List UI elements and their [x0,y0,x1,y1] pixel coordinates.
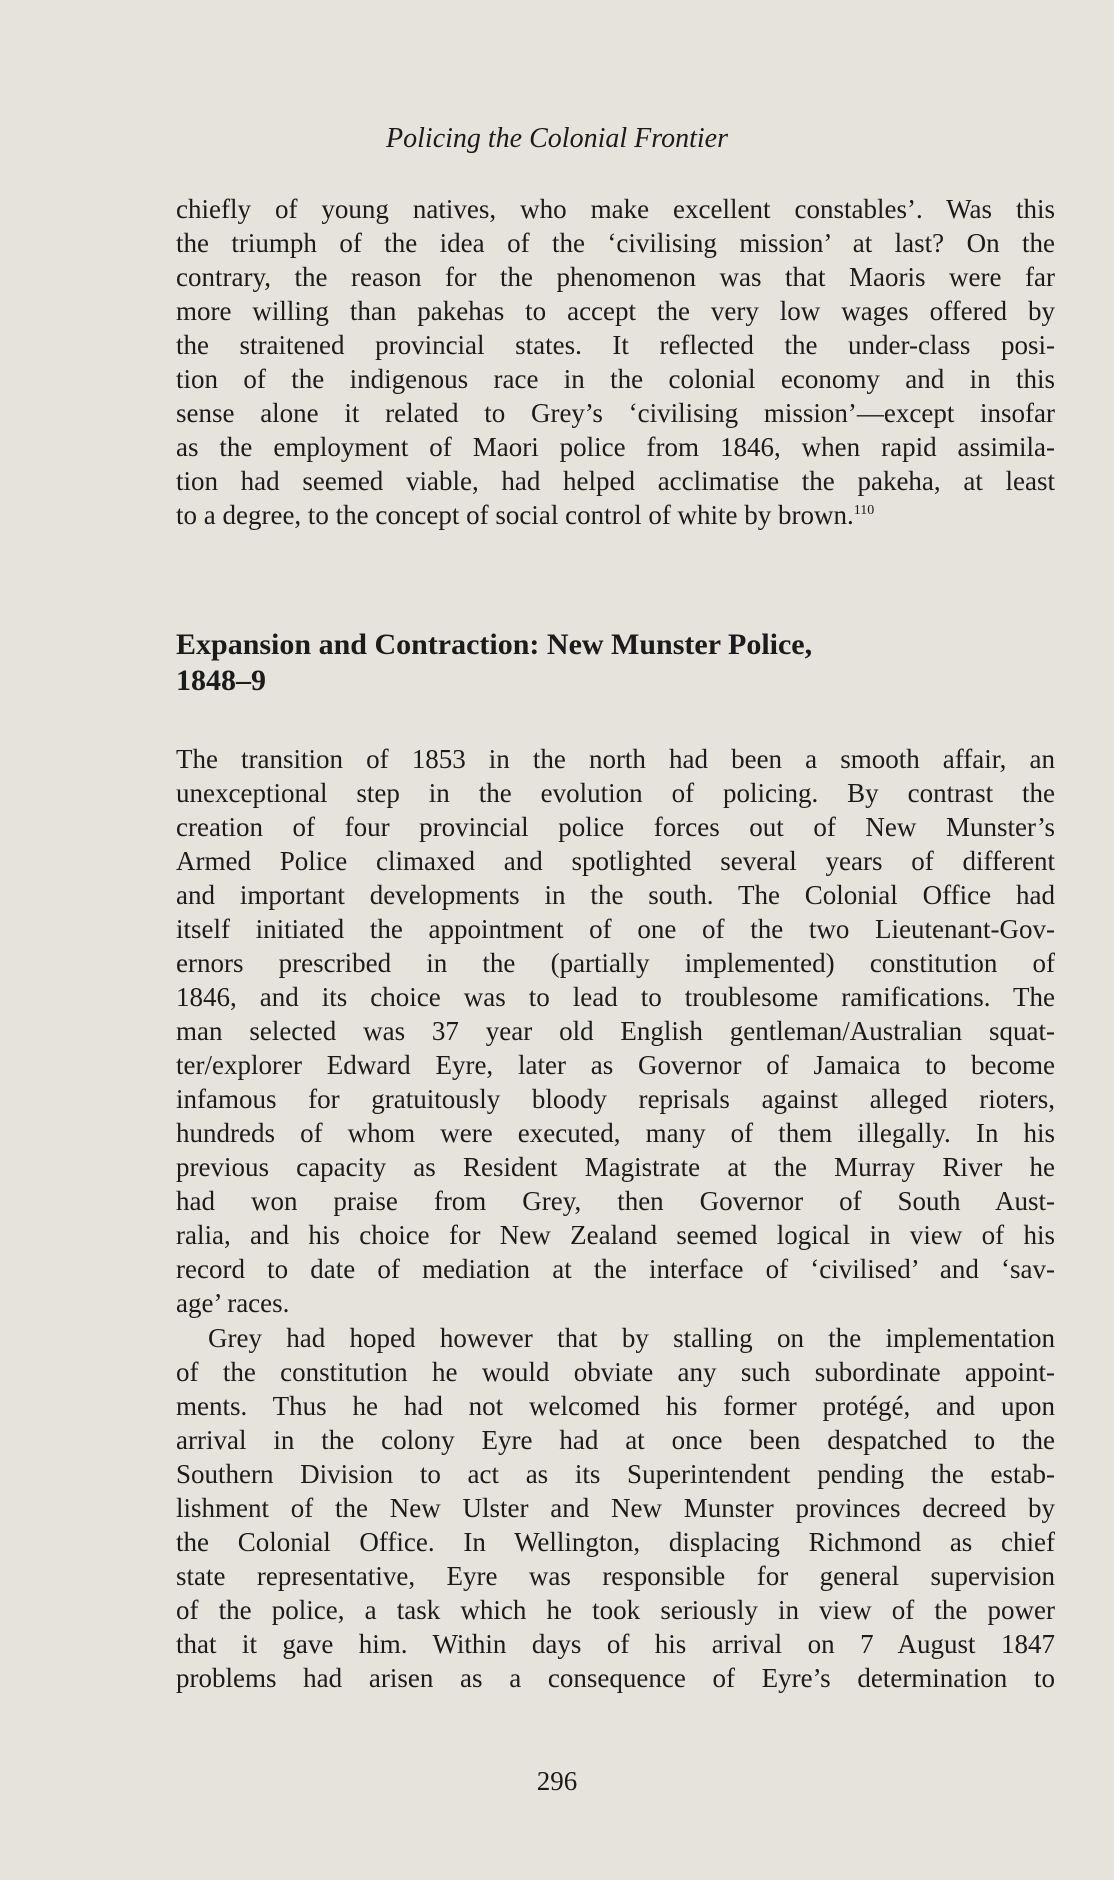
text-line: 1846, and its choice was to lead to troublesome ramifications. The [176,982,1055,1012]
text-line: problems had arisen as a consequence of Eyre’s determination to [176,1663,1055,1693]
text-line: state representative, Eyre was responsible for general supervision [176,1561,1055,1591]
text-line-last [176,498,1055,532]
text-line: unexceptional step in the evolution of policing. By contrast the [176,778,1055,808]
text-line: and important developments in the south. The Colonial Office had [176,880,1055,910]
text-line-content: to a degree, to the concept of social control of white by brown. [176,500,854,530]
text-line: ernors prescribed in the (partially implemented) constitution of [176,948,1055,978]
text-line: that it gave him. Within days of his arrival on 7 August 1847 [176,1629,1055,1659]
text-line: The transition of 1853 in the north had been a smooth affair, an [176,744,1055,774]
text-line: record to date of mediation at the interface of ‘civilised’ and ‘sav- [176,1254,1055,1284]
text-line: had won praise from Grey, then Governor of South Aust- [176,1186,1055,1216]
paragraph-grey [176,1321,1055,1695]
text-line: itself initiated the appointment of one of the two Lieutenant-Gov- [176,914,1055,944]
text-line: contrary, the reason for the phenomenon was that Maoris were far [176,262,1055,292]
text-line: creation of four provincial police forces out of New Munster’s [176,812,1055,842]
text-line: the triumph of the idea of the ‘civilising mission’ at last? On the [176,228,1055,258]
text-line: previous capacity as Resident Magistrate at the Murray River he [176,1152,1055,1182]
text-line-last: age’ races. [176,1288,290,1318]
text-line: tion had seemed viable, had helped acclimatise the pakeha, at least [176,466,1055,496]
text-line: the straitened provincial states. It reflected the under-class posi- [176,330,1055,360]
text-line: of the police, a task which he took seriously in view of the power [176,1595,1055,1625]
footnote-reference: 110 [853,503,875,518]
text-line: ments. Thus he had not welcomed his former protégé, and upon [176,1391,1055,1421]
text-line: more willing than pakehas to accept the very low wages offered by [176,296,1055,326]
section-heading-line-1: Expansion and Contraction: New Munster Police, [176,628,813,661]
section-heading [176,627,1055,699]
paragraph-transition [176,742,1055,1320]
text-line: Southern Division to act as its Superintendent pending the estab- [176,1459,1055,1489]
text-line: sense alone it related to Grey’s ‘civilising mission’—except insofar [176,398,1055,428]
running-header: Policing the Colonial Frontier [386,123,728,154]
text-line-first: Grey had hoped however that by stalling on the implementation [208,1323,1055,1353]
paragraph-continuation [176,192,1055,532]
text-line: hundreds of whom were executed, many of them illegally. In his [176,1118,1055,1148]
text-line: man selected was 37 year old English gentleman/Australian squat- [176,1016,1055,1046]
page-number: 296 [536,1766,578,1796]
text-line: of the constitution he would obviate any such subordinate appoint- [176,1357,1055,1387]
section-heading-line-2: 1848–9 [176,664,266,697]
text-line: ralia, and his choice for New Zealand seemed logical in view of his [176,1220,1055,1250]
text-line: Armed Police climaxed and spotlighted several years of different [176,846,1055,876]
text-line: ter/explorer Edward Eyre, later as Governor of Jamaica to become [176,1050,1055,1080]
text-line: chiefly of young natives, who make excellent constables’. Was this [176,194,1055,224]
text-line: lishment of the New Ulster and New Munster provinces decreed by [176,1493,1055,1523]
text-line: infamous for gratuitously bloody reprisals against alleged rioters, [176,1084,1055,1114]
text-line: as the employment of Maori police from 1846, when rapid assimila- [176,432,1055,462]
text-line: the Colonial Office. In Wellington, displacing Richmond as chief [176,1527,1055,1557]
text-line: tion of the indigenous race in the colonial economy and in this [176,364,1055,394]
text-line: arrival in the colony Eyre had at once been despatched to the [176,1425,1055,1455]
